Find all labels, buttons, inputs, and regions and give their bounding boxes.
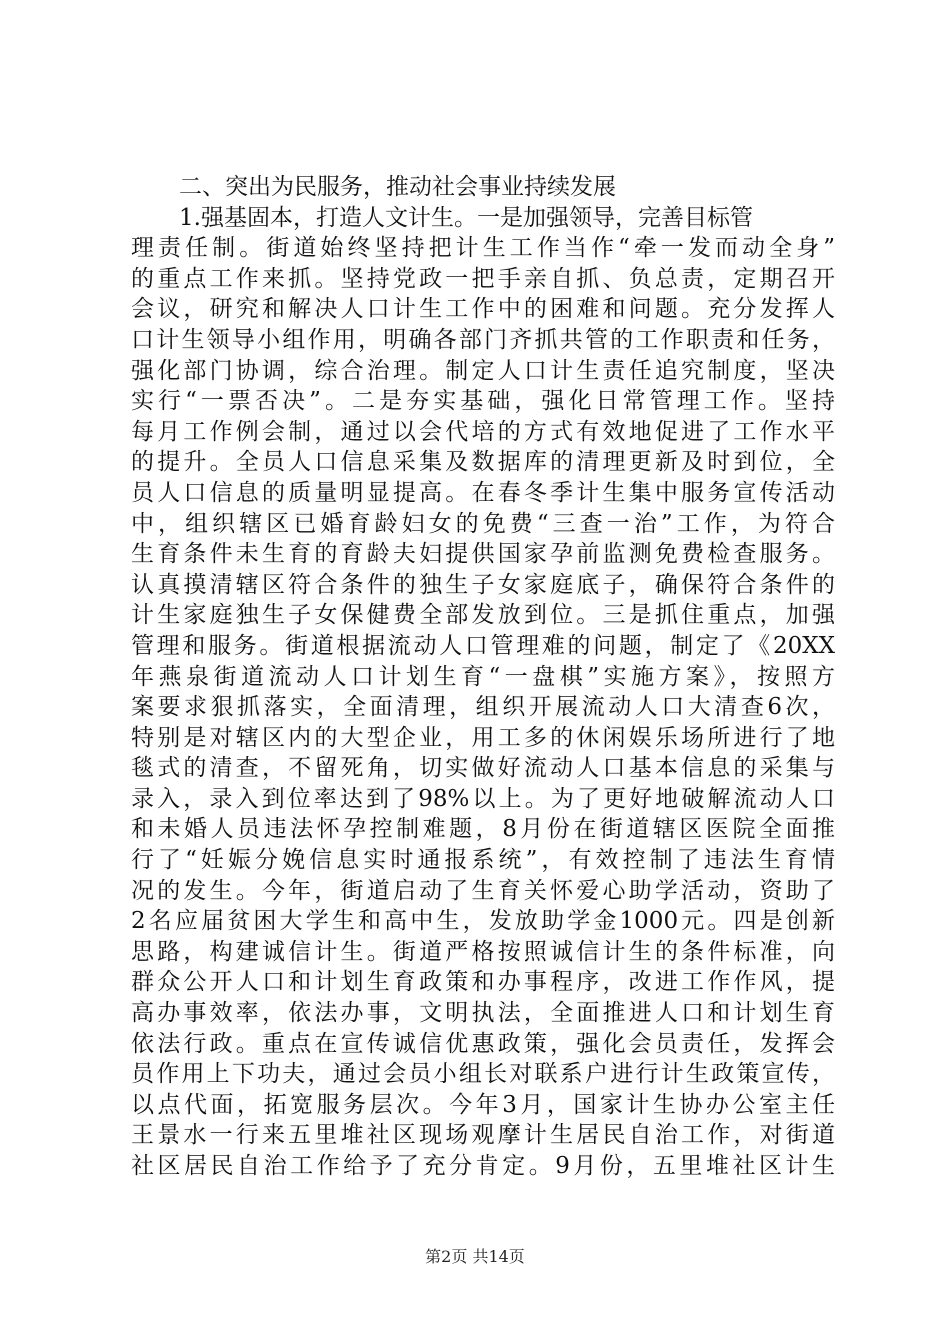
- paragraph-line: 实行“一票否决”。二是夯实基础，强化日常管理工作。坚持: [131, 388, 835, 415]
- paragraph-line: 口计生领导小组作用，明确各部门齐抓共管的工作职责和任务，: [131, 326, 835, 353]
- document-body: [131, 172, 835, 1182]
- paragraph-line: 会议，研究和解决人口计生工作中的困难和问题。充分发挥人: [131, 296, 835, 323]
- paragraph-line: 理责任制。街道始终坚持把计生工作当作“牵一发而动全身”: [131, 235, 835, 262]
- paragraph-line: 特别是对辖区内的大型企业，用工多的休闲娱乐场所进行了地: [131, 724, 835, 751]
- paragraph-line: 1.强基固本，打造人文计生。一是加强领导，完善目标管: [179, 204, 753, 231]
- paragraph-line: 每月工作例会制，通过以会代培的方式有效地促进了工作水平: [131, 418, 835, 445]
- paragraph-line: 强化部门协调，综合治理。制定人口计生责任追究制度，坚决: [131, 357, 835, 384]
- paragraph-line: 群众公开人口和计划生育政策和办事程序，改进工作作风，提: [131, 969, 835, 996]
- paragraph-line: 的重点工作来抓。坚持党政一把手亲自抓、负总责，定期召开: [131, 265, 835, 292]
- paragraph-line: 和未婚人员违法怀孕控制难题，8月份在街道辖区医院全面推: [131, 816, 835, 843]
- paragraph-line: 生育条件未生育的育龄夫妇提供国家孕前监测免费检查服务。: [131, 541, 835, 568]
- paragraph-line: 员作用上下功夫，通过会员小组长对联系户进行计生政策宣传，: [131, 1061, 835, 1088]
- paragraph-line: 案要求狠抓落实，全面清理，组织开展流动人口大清查6次，: [131, 694, 835, 721]
- paragraph-line: 毯式的清查，不留死角，切实做好流动人口基本信息的采集与: [131, 755, 835, 782]
- section-heading: 二、突出为民服务，推动社会事业持续发展: [179, 174, 616, 200]
- paragraph-line: 依法行政。重点在宣传诚信优惠政策，强化会员责任，发挥会: [131, 1030, 835, 1057]
- paragraph-line: 年燕泉街道流动人口计划生育“一盘棋”实施方案》，按照方: [131, 663, 835, 690]
- paragraph-line: 社区居民自治工作给予了充分肯定。9月份，五里堆社区计生: [131, 1153, 835, 1179]
- paragraph-line: 高办事效率，依法办事，文明执法，全面推进人口和计划生育: [131, 1000, 835, 1027]
- paragraph-line: 中，组织辖区已婚育龄妇女的免费“三查一治”工作，为符合: [131, 510, 835, 537]
- paragraph-line: 王景水一行来五里堆社区现场观摩计生居民自治工作，对街道: [131, 1122, 835, 1149]
- paragraph-line: 认真摸清辖区符合条件的独生子女家庭底子，确保符合条件的: [131, 571, 835, 598]
- paragraph-line: 行了“妊娠分娩信息实时通报系统”，有效控制了违法生育情: [131, 847, 835, 874]
- paragraph-line: 况的发生。今年，街道启动了生育关怀爱心助学活动，资助了: [131, 877, 835, 904]
- paragraph-line: 计生家庭独生子女保健费全部发放到位。三是抓住重点，加强: [131, 602, 835, 629]
- paragraph-line: 2名应届贫困大学生和高中生，发放助学金1000元。四是创新: [131, 908, 835, 935]
- paragraph-line: 员人口信息的质量明显提高。在春冬季计生集中服务宣传活动: [131, 479, 835, 506]
- paragraph-line: 思路，构建诚信计生。街道严格按照诚信计生的条件标准，向: [131, 938, 835, 965]
- paragraph-line: 的提升。全员人口信息采集及数据库的清理更新及时到位，全: [131, 449, 835, 476]
- paragraph-line: 以点代面，拓宽服务层次。今年3月，国家计生协办公室主任: [131, 1091, 835, 1118]
- paragraph-line: 管理和服务。街道根据流动人口管理难的问题，制定了《20XX: [131, 632, 835, 659]
- paragraph-line: 录入，录入到位率达到了98%以上。为了更好地破解流动人口: [131, 785, 835, 812]
- page-number-footer: 第2页 共14页: [425, 1247, 525, 1266]
